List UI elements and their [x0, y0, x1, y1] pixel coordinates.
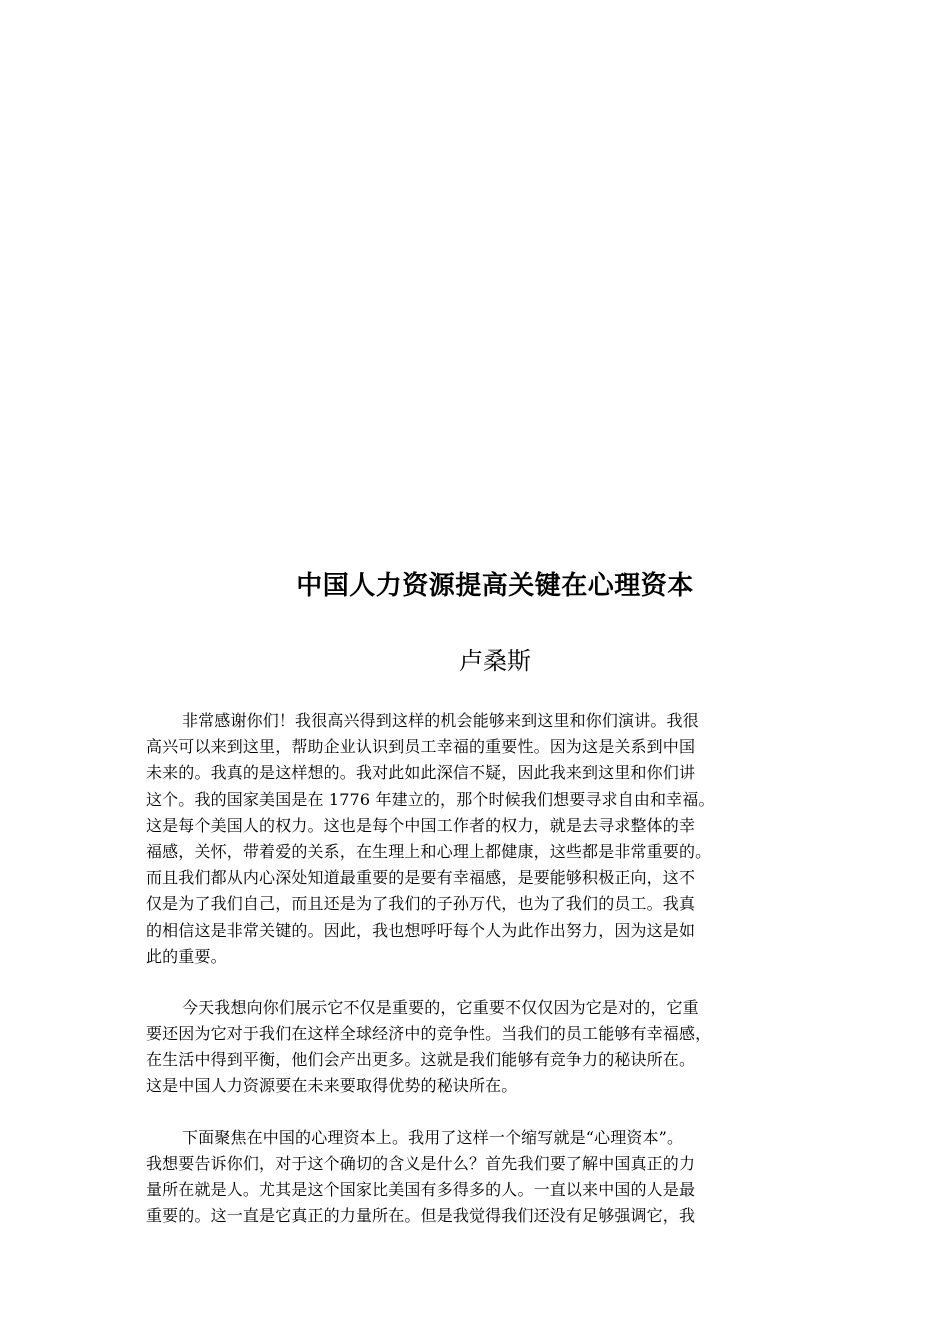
- paragraph-line: 非常感谢你们！我很高兴得到这样的机会能够来到这里和你们演讲。我很: [182, 711, 699, 730]
- paragraph-line: 今天我想向你们展示它不仅是重要的，它重要不仅仅因为它是对的，它重: [182, 997, 699, 1017]
- paragraph-line: 我想要告诉你们，对于这个确切的含义是什么？首先我们要了解中国真正的力: [146, 1153, 696, 1173]
- paragraph-line: 未来的。我真的是这样想的。我对此如此深信不疑，因此我来到这里和你们讲: [146, 763, 696, 783]
- paragraph-line: 这是中国人力资源要在未来要取得优势的秘诀所在。: [146, 1076, 518, 1096]
- paragraph-line: 福感，关怀，带着爱的关系，在生理上和心理上都健康，这些都是非常重要的。: [146, 841, 712, 861]
- paragraph-line: 重要的。这一直是它真正的力量所在。但是我觉得我们还没有足够强调它，我: [146, 1206, 696, 1226]
- document-body: [146, 708, 806, 1254]
- paragraph-line: 高兴可以来到这里，帮助企业认识到员工幸福的重要性。因为这是关系到中国: [146, 737, 696, 757]
- paragraph-line: 要还因为它对于我们在这样全球经济中的竞争性。当我们的员工能够有幸福感，: [146, 1024, 712, 1044]
- paragraph-line: 此的重要。: [146, 946, 227, 966]
- paragraph-line: 而且我们都从内心深处知道最重要的是要有幸福感，是要能够积极正向，这不: [146, 868, 696, 888]
- paragraph-line: 这是每个美国人的权力。这也是每个中国工作者的权力，就是去寻求整体的幸: [146, 815, 696, 835]
- document-title: 中国人力资源提高关键在心理资本: [296, 571, 694, 601]
- paragraph-line: 仅是为了我们自己，而且还是为了我们的子孙万代，也为了我们的员工。我真: [146, 894, 696, 914]
- paragraph-line: 的相信这是非常关键的。因此，我也想呼吁每个人为此作出努力，因为这是如: [146, 920, 696, 940]
- paragraph-line: 这个。我的国家美国是在 1776 年建立的，那个时候我们想要寻求自由和幸福。: [146, 789, 715, 809]
- document-author: 卢桑斯: [459, 647, 531, 675]
- paragraph-1: [146, 708, 806, 970]
- paragraph-2: [146, 995, 806, 1100]
- paragraph-line: 在生活中得到平衡，他们会产出更多。这就是我们能够有竞争力的秘诀所在。: [146, 1050, 696, 1070]
- paragraph-3: [146, 1125, 806, 1230]
- paragraph-line: 下面聚焦在中国的心理资本上。我用了这样一个缩写就是“心理资本”。: [182, 1127, 684, 1147]
- paragraph-line: 量所在就是人。尤其是这个国家比美国有多得多的人。一直以来中国的人是最: [146, 1180, 696, 1199]
